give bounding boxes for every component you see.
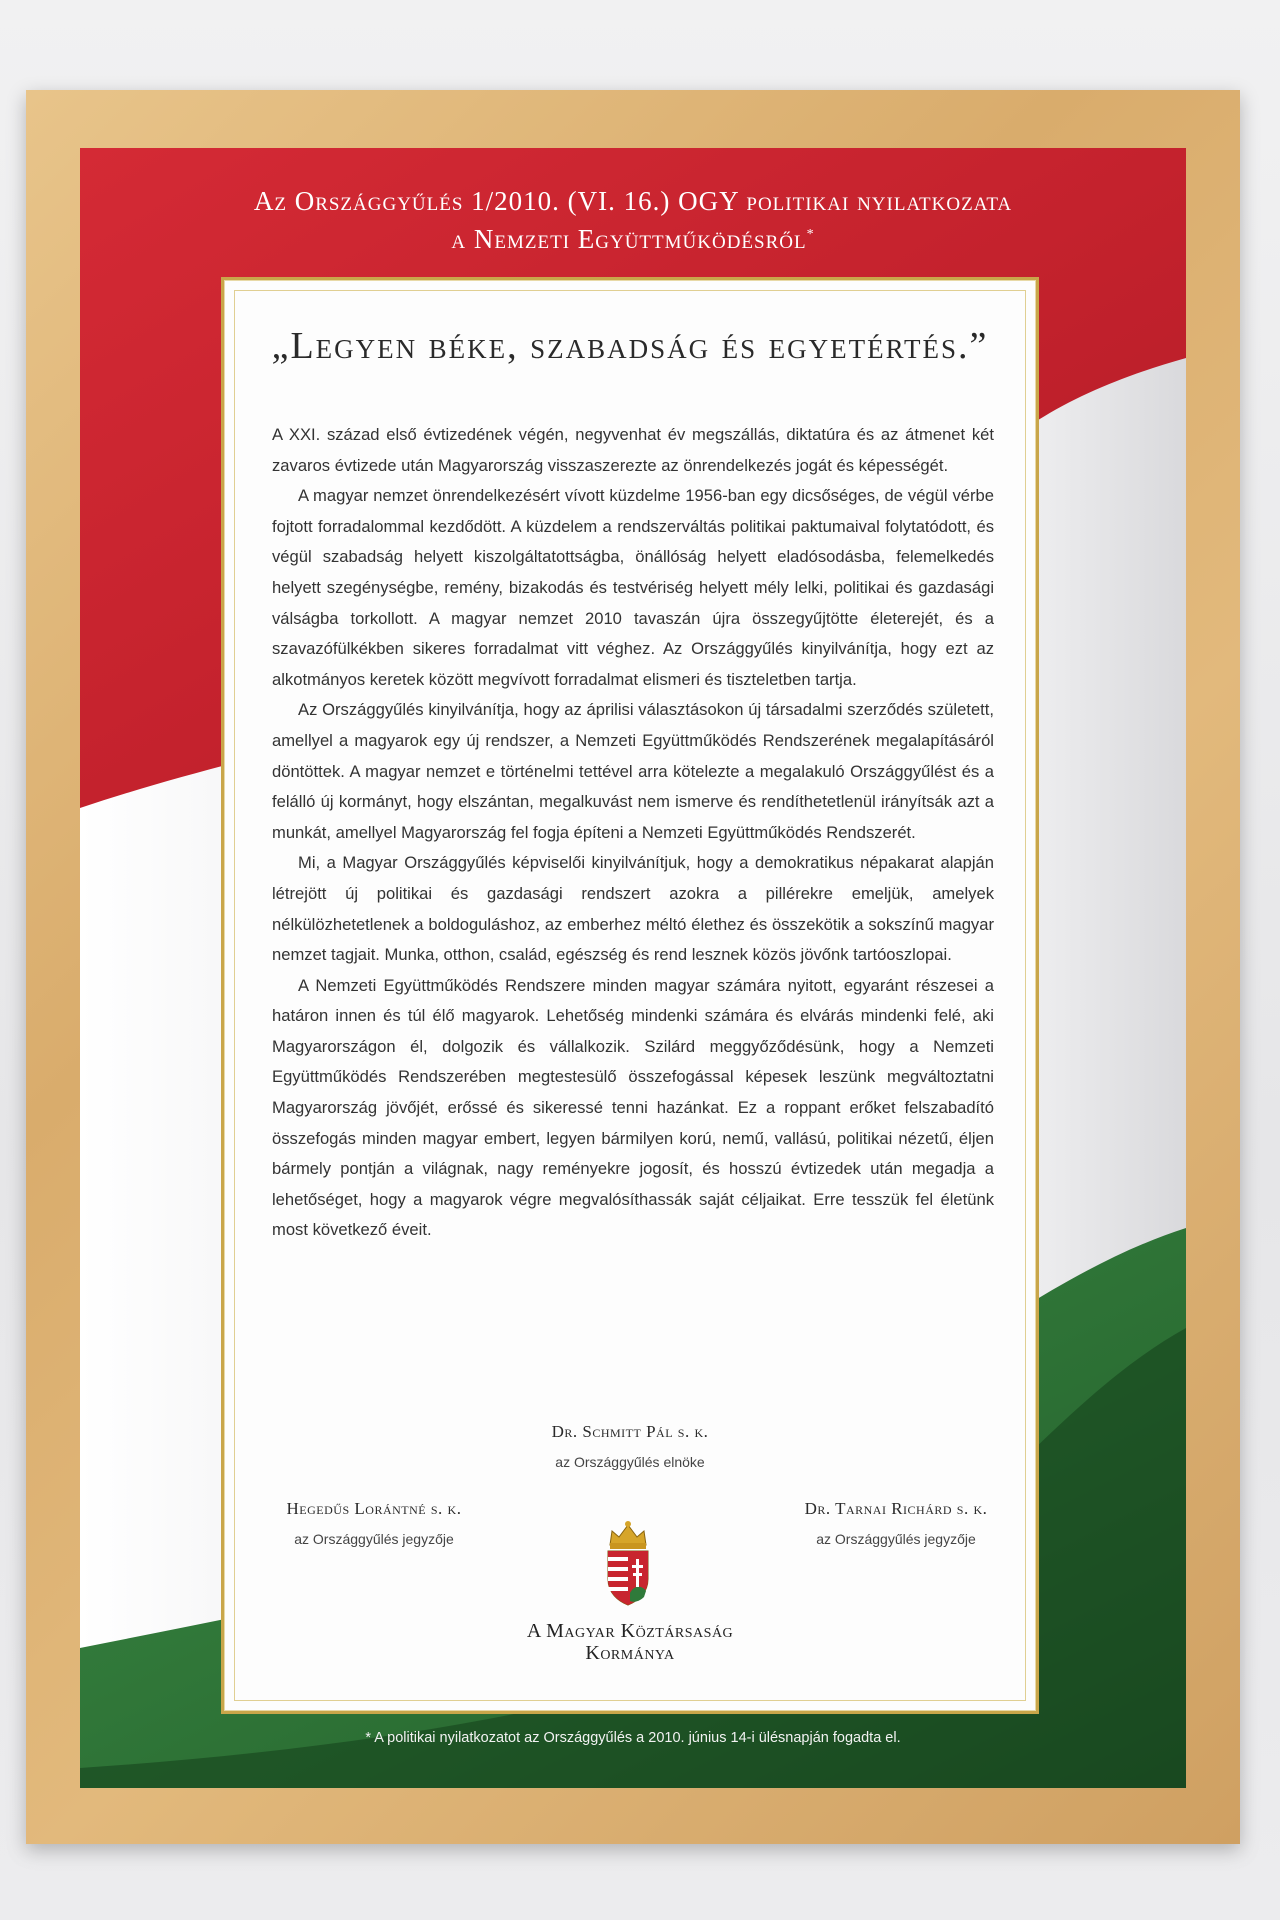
signature-speaker xyxy=(224,1422,1036,1470)
signature-left-notary xyxy=(254,1499,494,1547)
government-line-2: Kormánya xyxy=(585,1642,675,1664)
signature-left-role: az Országgyűlés jegyzője xyxy=(294,1531,454,1547)
header-line-1: Az Országgyűlés 1/2010. (VI. 16.) OGY politikai nyilatkozata xyxy=(253,186,1013,216)
header-line-2 xyxy=(80,218,1186,256)
picture-frame xyxy=(26,90,1240,1844)
government-title xyxy=(224,1620,1036,1664)
paragraph-2: A magyar nemzet önrendelkezésért vívott küzdelme 1956-ban egy dicsőséges, de végül vérbe fojtott forradalommal kezdődött. A küzdelem a rendszerváltás politikai paktumaival folytatódott, és végül szabadság helyett kiszolgáltatottságba, önállóság helyett eladósodásba, felemelkedés helyett szegénységbe, remény, bizakodás és testvériség helyett mély lelki, politikai és gazdasági válságba torkollott. A magyar nemzet 2010 tavaszán újra összegyűjtötte életerejét, és a szavazófülkékben sikeres forradalmat vitt véghez. Az Országgyűlés kinyilvánítja, hogy ezt az alkotmányos keretek között megvívott forradalmat elismeri és tiszteletben tartja. xyxy=(272,486,994,689)
motto-title: „Legyen béke, szabadság és egyetértés.” xyxy=(271,325,989,367)
hungarian-coat-of-arms-icon xyxy=(600,1519,656,1609)
header-line-2-text: a Nemzeti Együttműködésről xyxy=(451,224,807,254)
declaration-body xyxy=(272,420,994,1246)
footnote-mark: * xyxy=(806,227,815,242)
footnote: * A politikai nyilatkozatot az Országgyűlés a 2010. június 14-i ülésnapján fogadta el. xyxy=(365,1730,901,1746)
poster xyxy=(80,148,1186,1788)
government-line-1: A Magyar Köztársaság xyxy=(526,1620,734,1642)
signature-right-role: az Országgyűlés jegyzője xyxy=(816,1531,976,1547)
signature-speaker-role: az Országgyűlés elnöke xyxy=(555,1454,705,1470)
poster-header xyxy=(80,184,1186,256)
declaration-paper xyxy=(221,277,1039,1714)
signature-left-name: Hegedűs Lorántné s. k. xyxy=(286,1499,462,1518)
signature-right-name: Dr. Tarnai Richárd s. k. xyxy=(804,1499,988,1518)
paragraph-5: A Nemzeti Együttműködés Rendszere minden magyar számára nyitott, egyaránt részesei a határon innen és túl élő magyarok. Lehetőség mindenki számára és elvárás mindenki felé, aki Magyarországon él, dolgozik és vállalkozik. Szilárd meggyőződésünk, hogy a Nemzeti Együttműködés Rendszerében megtestesülő összefogással képesek leszünk megváltoztatni Magyarország jövőjét, erőssé és sikeressé tenni hazánkat. Ez a roppant erőket felszabadító összefogás minden magyar embert, legyen bármilyen korú, nemű, vallású, politikai nézetű, éljen bármely pontján a világnak, nagy reményekre jogosít, és hosszú évtizedek után megadja a lehetőséget, hogy a magyarok végre megvalósíthassák saját céljaikat. Erre tesszük fel életünk most következő éveit. xyxy=(272,975,994,1240)
paragraph-1: A XXI. század első évtizedének végén, negyvenhat év megszállás, diktatúra és az átmenet két zavaros évtizede után Magyarország visszaszerezte az önrendelkezés jogát és képességét. xyxy=(272,425,994,475)
signature-right-notary xyxy=(776,1499,1016,1547)
paragraph-4: Mi, a Magyar Országgyűlés képviselői kinyilvánítjuk, hogy a demokratikus népakarat alapján létrejött új politikai és gazdasági rendszert azokra a pillérekre emeljük, amelyek nélkülözhetetlenek a boldoguláshoz, az emberhez méltó élethez és összekötik a sokszínű magyar nemzet tagjait. Munka, otthon, család, egészség és rend lesznek közös jövőnk tartóoszlopai. xyxy=(272,853,994,965)
paragraph-3: Az Országgyűlés kinyilvánítja, hogy az áprilisi választásokon új társadalmi szerződés született, amellyel a magyarok egy új rendszer, a Nemzeti Együttműködés Rendszerének megalapításáról döntöttek. A magyar nemzet e történelmi tettével arra kötelezte a megalakuló Országgyűlést és a felálló új kormányt, hogy elszántan, megalkuvást nem ismerve és rendíthetetlenül irányítsák azt a munkát, amellyel Magyarország fel fogja építeni a Nemzeti Együttműködés Rendszerét. xyxy=(272,700,994,842)
signature-speaker-name: Dr. Schmitt Pál s. k. xyxy=(551,1422,709,1441)
